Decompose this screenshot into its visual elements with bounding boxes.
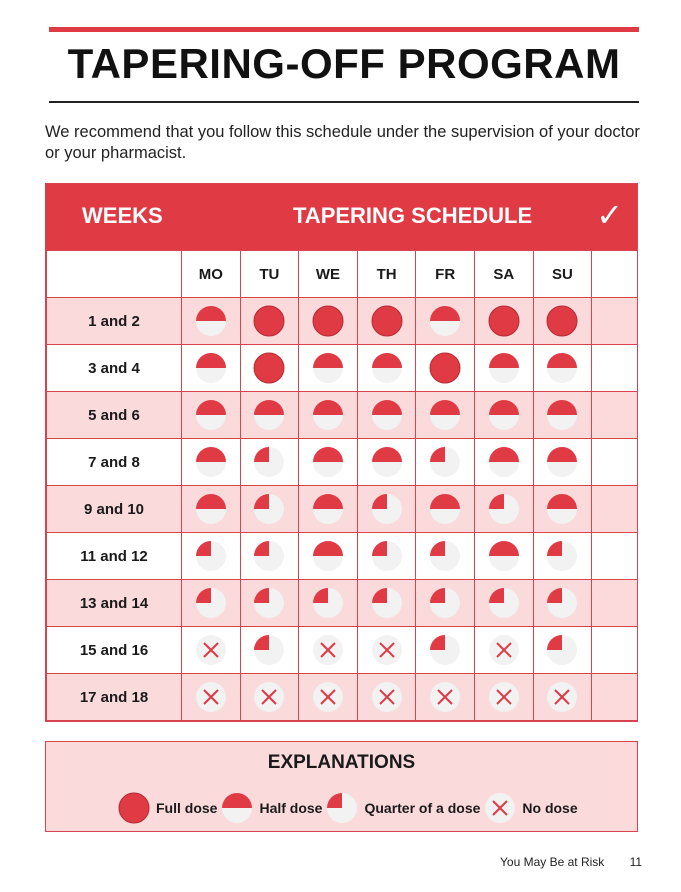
quarter-dose-icon — [371, 540, 403, 572]
quarter-dose-icon — [429, 587, 461, 619]
dose-cell — [416, 486, 475, 533]
page-number: 11 — [629, 855, 643, 869]
dose-cell — [182, 627, 241, 674]
dose-cell — [240, 486, 299, 533]
quarter-dose-icon — [488, 587, 520, 619]
day-header-mo: MO — [182, 251, 241, 298]
dose-cell — [182, 486, 241, 533]
dose-cell — [240, 674, 299, 721]
dose-cell — [357, 486, 416, 533]
dose-cell — [416, 392, 475, 439]
dose-cell — [299, 392, 358, 439]
day-header-we: WE — [299, 251, 358, 298]
dose-cell — [357, 345, 416, 392]
dose-cell — [357, 298, 416, 345]
half-dose-icon — [429, 305, 461, 337]
weeks-cell: 11 and 12 — [47, 533, 182, 580]
day-header-row — [47, 251, 638, 298]
check-cell[interactable] — [592, 298, 638, 345]
half-dose-icon — [371, 446, 403, 478]
dose-cell — [474, 674, 533, 721]
dose-cell — [240, 345, 299, 392]
dose-cell — [182, 533, 241, 580]
corner-cell — [47, 251, 182, 298]
quarter-dose-icon — [253, 493, 285, 525]
quarter-dose-icon — [195, 587, 227, 619]
full-dose-icon — [371, 305, 403, 337]
dose-cell — [240, 580, 299, 627]
half-dose-icon — [253, 399, 285, 431]
dose-cell — [299, 298, 358, 345]
full-dose-icon — [253, 352, 285, 384]
dose-cell — [182, 298, 241, 345]
weeks-cell: 3 and 4 — [47, 345, 182, 392]
table-row — [47, 439, 638, 486]
title-rule — [49, 101, 639, 103]
weeks-cell: 7 and 8 — [47, 439, 182, 486]
half-dose-icon — [312, 446, 344, 478]
dose-cell — [416, 627, 475, 674]
page-footer — [500, 855, 642, 869]
dose-cell — [474, 298, 533, 345]
dose-cell — [299, 627, 358, 674]
half-dose-icon — [221, 792, 253, 824]
page-title: TAPERING-OFF PROGRAM — [67, 40, 621, 87]
dose-cell — [299, 345, 358, 392]
quarter-dose-icon — [253, 587, 285, 619]
dose-cell — [357, 439, 416, 486]
legend-label: Half dose — [259, 800, 323, 816]
dose-cell — [416, 439, 475, 486]
footer-text: You May Be at Risk — [500, 855, 605, 869]
dose-cell — [182, 674, 241, 721]
checkmark-icon: ✓ — [596, 197, 623, 233]
no-dose-icon — [253, 681, 285, 713]
dose-cell — [533, 580, 592, 627]
table-row — [47, 392, 638, 439]
legend-item-none — [484, 792, 577, 824]
dose-cell — [357, 392, 416, 439]
dose-cell — [299, 486, 358, 533]
half-dose-icon — [488, 540, 520, 572]
day-header-tu: TU — [240, 251, 299, 298]
dose-cell — [357, 533, 416, 580]
dose-cell — [416, 674, 475, 721]
schedule-grid — [46, 250, 638, 721]
dose-cell — [416, 533, 475, 580]
dose-cell — [474, 345, 533, 392]
top-rule — [49, 27, 639, 32]
half-dose-icon — [488, 399, 520, 431]
half-dose-icon — [488, 446, 520, 478]
dose-cell — [182, 580, 241, 627]
legend-item-quarter — [326, 792, 480, 824]
dose-cell — [533, 486, 592, 533]
schedule-table — [45, 183, 638, 722]
full-dose-icon — [312, 305, 344, 337]
half-dose-icon — [371, 352, 403, 384]
quarter-dose-icon — [371, 587, 403, 619]
no-dose-icon — [312, 681, 344, 713]
dose-cell — [474, 580, 533, 627]
legend-label: Quarter of a dose — [364, 800, 481, 816]
no-dose-icon — [484, 792, 516, 824]
table-row — [47, 674, 638, 721]
half-dose-icon — [195, 493, 227, 525]
dose-cell — [240, 298, 299, 345]
half-dose-icon — [195, 352, 227, 384]
table-row — [47, 580, 638, 627]
quarter-dose-icon — [488, 493, 520, 525]
quarter-dose-icon — [253, 540, 285, 572]
dose-cell — [416, 580, 475, 627]
full-dose-icon — [118, 792, 150, 824]
check-cell[interactable] — [592, 580, 638, 627]
quarter-dose-icon — [371, 493, 403, 525]
dose-cell — [182, 392, 241, 439]
half-dose-icon — [546, 446, 578, 478]
day-header-su: SU — [533, 251, 592, 298]
full-dose-icon — [253, 305, 285, 337]
dose-cell — [533, 533, 592, 580]
dose-cell — [474, 486, 533, 533]
check-cell[interactable] — [592, 674, 638, 721]
check-cell[interactable] — [592, 345, 638, 392]
dose-cell — [474, 392, 533, 439]
table-row — [47, 533, 638, 580]
weeks-cell: 1 and 2 — [47, 298, 182, 345]
full-dose-icon — [488, 305, 520, 337]
quarter-dose-icon — [546, 634, 578, 666]
quarter-dose-icon — [253, 446, 285, 478]
no-dose-icon — [371, 634, 403, 666]
quarter-dose-icon — [429, 540, 461, 572]
day-header-th: TH — [357, 251, 416, 298]
dose-cell — [533, 392, 592, 439]
legend-item-full — [118, 792, 217, 824]
dose-cell — [357, 674, 416, 721]
no-dose-icon — [312, 634, 344, 666]
dose-cell — [533, 298, 592, 345]
half-dose-icon — [546, 399, 578, 431]
check-cell[interactable] — [592, 627, 638, 674]
dose-cell — [474, 439, 533, 486]
dose-cell — [182, 439, 241, 486]
schedule-header — [46, 184, 637, 250]
dose-cell — [533, 345, 592, 392]
table-row — [47, 345, 638, 392]
dose-cell — [299, 439, 358, 486]
quarter-dose-icon — [429, 634, 461, 666]
half-dose-icon — [195, 399, 227, 431]
no-dose-icon — [195, 681, 227, 713]
no-dose-icon — [429, 681, 461, 713]
dose-cell — [474, 627, 533, 674]
dose-cell — [474, 533, 533, 580]
no-dose-icon — [371, 681, 403, 713]
dose-cell — [299, 674, 358, 721]
explanations-title: EXPLANATIONS — [267, 752, 416, 773]
dose-cell — [240, 627, 299, 674]
dose-cell — [182, 345, 241, 392]
no-dose-icon — [546, 681, 578, 713]
weeks-cell: 13 and 14 — [47, 580, 182, 627]
weeks-cell: 15 and 16 — [47, 627, 182, 674]
dose-cell — [240, 439, 299, 486]
legend-label: Full dose — [156, 800, 218, 816]
dose-cell — [533, 439, 592, 486]
check-cell[interactable] — [592, 486, 638, 533]
quarter-dose-icon — [546, 540, 578, 572]
table-row — [47, 486, 638, 533]
half-dose-icon — [312, 540, 344, 572]
day-header-fr: FR — [416, 251, 475, 298]
half-dose-icon — [546, 352, 578, 384]
full-dose-icon — [546, 305, 578, 337]
half-dose-icon — [195, 446, 227, 478]
weeks-cell: 9 and 10 — [47, 486, 182, 533]
quarter-dose-icon — [429, 446, 461, 478]
intro-text: We recommend that you follow this schedule under the supervision of your doctor or your pharmacist. — [45, 123, 640, 162]
no-dose-icon — [488, 634, 520, 666]
table-row — [47, 627, 638, 674]
dose-cell — [240, 533, 299, 580]
weeks-cell: 17 and 18 — [47, 674, 182, 721]
dose-cell — [299, 580, 358, 627]
dose-cell — [357, 627, 416, 674]
check-cell[interactable] — [592, 392, 638, 439]
dose-cell — [533, 627, 592, 674]
check-cell[interactable] — [592, 533, 638, 580]
half-dose-icon — [312, 352, 344, 384]
dose-cell — [416, 345, 475, 392]
weeks-label: WEEKS — [82, 203, 163, 228]
schedule-heading: TAPERING SCHEDULE — [293, 203, 533, 228]
check-cell[interactable] — [592, 439, 638, 486]
half-dose-icon — [429, 399, 461, 431]
no-dose-icon — [488, 681, 520, 713]
half-dose-icon — [488, 352, 520, 384]
explanations-box — [45, 741, 638, 832]
full-dose-icon — [429, 352, 461, 384]
dose-cell — [240, 392, 299, 439]
quarter-dose-icon — [195, 540, 227, 572]
quarter-dose-icon — [326, 792, 358, 824]
dose-cell — [299, 533, 358, 580]
quarter-dose-icon — [546, 587, 578, 619]
dose-cell — [533, 674, 592, 721]
half-dose-icon — [312, 493, 344, 525]
legend-label: No dose — [522, 800, 578, 816]
dose-cell — [416, 298, 475, 345]
dose-cell — [357, 580, 416, 627]
half-dose-icon — [429, 493, 461, 525]
half-dose-icon — [546, 493, 578, 525]
quarter-dose-icon — [253, 634, 285, 666]
no-dose-icon — [195, 634, 227, 666]
day-header-sa: SA — [474, 251, 533, 298]
weeks-cell: 5 and 6 — [47, 392, 182, 439]
dose-legend — [118, 792, 582, 824]
half-dose-icon — [371, 399, 403, 431]
check-column-cell — [592, 251, 638, 298]
legend-item-half — [221, 792, 322, 824]
half-dose-icon — [312, 399, 344, 431]
table-row — [47, 298, 638, 345]
half-dose-icon — [195, 305, 227, 337]
quarter-dose-icon — [312, 587, 344, 619]
